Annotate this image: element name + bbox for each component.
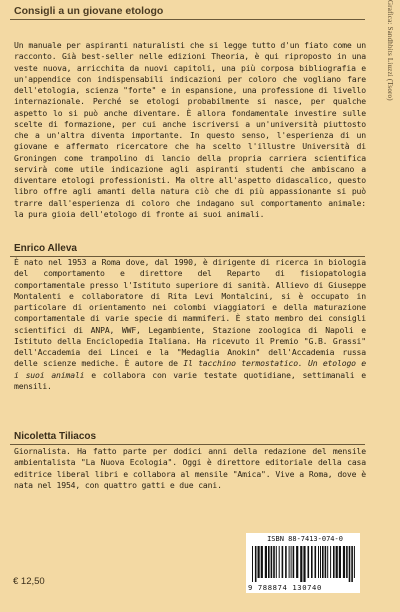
author1-book-title: Il tacchino termostatico. Un etologo e i suoi animali [14, 358, 366, 380]
author1-name: Enrico Alleva [14, 243, 77, 254]
intro-paragraph: Un manuale per aspiranti naturalisti che si legge tutto d'un fiato come un racconto. Già best-seller nelle edizioni Theoria, è qui riproposto in una veste nuova, arricchita da nuovi capitoli, una più corposa bibliografia e un'appendice con indispensabili indicazioni per coloro che vogliano fare dell'etologia, scienza "forte" e in espansione, una professione di livello internazionale. Perché se etologi probabilmente si nasce, per qualche aspetto lo si può anche diventare. È allora fondamentale investire sulle scelte di formazione, per cui anche iscriversi a un'università piuttosto che a un'altra diventa importante. In questo senso, l'esperienza di un giovane e affermato ricercatore che ha scelto l'illustre Università di Groningen come trampolino di lancio della propria carriera scientifica servirà come utile indicazione agli aspiranti studenti che ambiscano a diventare etologi professionisti. Ma oltre all'aspetto didascalico, questo libro offre agli amanti della natura ciò che di più appassionante si può trarre dall'esperienza di coloro che indagano sul comportamento animale: la pura gioia dell'etologo di fronte ai suoi animali. [14, 40, 366, 219]
title-rule [10, 19, 365, 20]
author2-rule [10, 444, 365, 445]
spine-credit: Grafica: Sandhbits Liuzzi (Tsoro) [386, 0, 394, 101]
author2-bio: Giornalista. Ha fatto parte per dodici anni della redazione del mensile ambientalista "La Nuova Ecologia". Oggi è direttore editoriale della casa editrice liberal libri e collabora al mensile "Amica". Vive a Roma, dove è nata nel 1954, con quattro gatti e due cani. [14, 446, 366, 490]
price-label: € 12,50 [13, 576, 45, 587]
barcode-icon [250, 546, 358, 582]
author2-name: Nicoletta Tiliacos [14, 431, 97, 442]
book-title: Consigli a un giovane etologo [14, 5, 164, 17]
author1-bio [14, 257, 366, 392]
isbn-label: ISBN 88-7413-074-0 [267, 535, 343, 543]
author1-bio-part-b: e collabora con varie testate quotidiane, settimanali e mensili. [14, 369, 366, 391]
ean-number: 9 788874 130740 [248, 583, 322, 592]
author1-bio-part-a: È nato nel 1953 a Roma dove, dal 1990, è dirigente di ricerca in biologia del comportamento e direttore del Reparto di fisiopatologia comportamentale presso l'Istituto superiore di sanità. Allievo di Giuseppe Montalenti e collaboratore di Rita Levi Montalcini, si è occupato in particolare di orientamento nei colombi viaggiatori e della maturazione comportamentale di varie specie di mammiferi. È stato membro dei consigli scientifici di ANPA, WWF, Legambiente, Stazione zoologica di Napoli e Istituto della Enciclopedia Italiana. Ha ricevuto il Premio "G.B. Grassi" dell'Accademia dei Lincei e la "Medaglia Anokin" dell'Accademia russa delle scienze mediche. È autore de [14, 257, 366, 369]
